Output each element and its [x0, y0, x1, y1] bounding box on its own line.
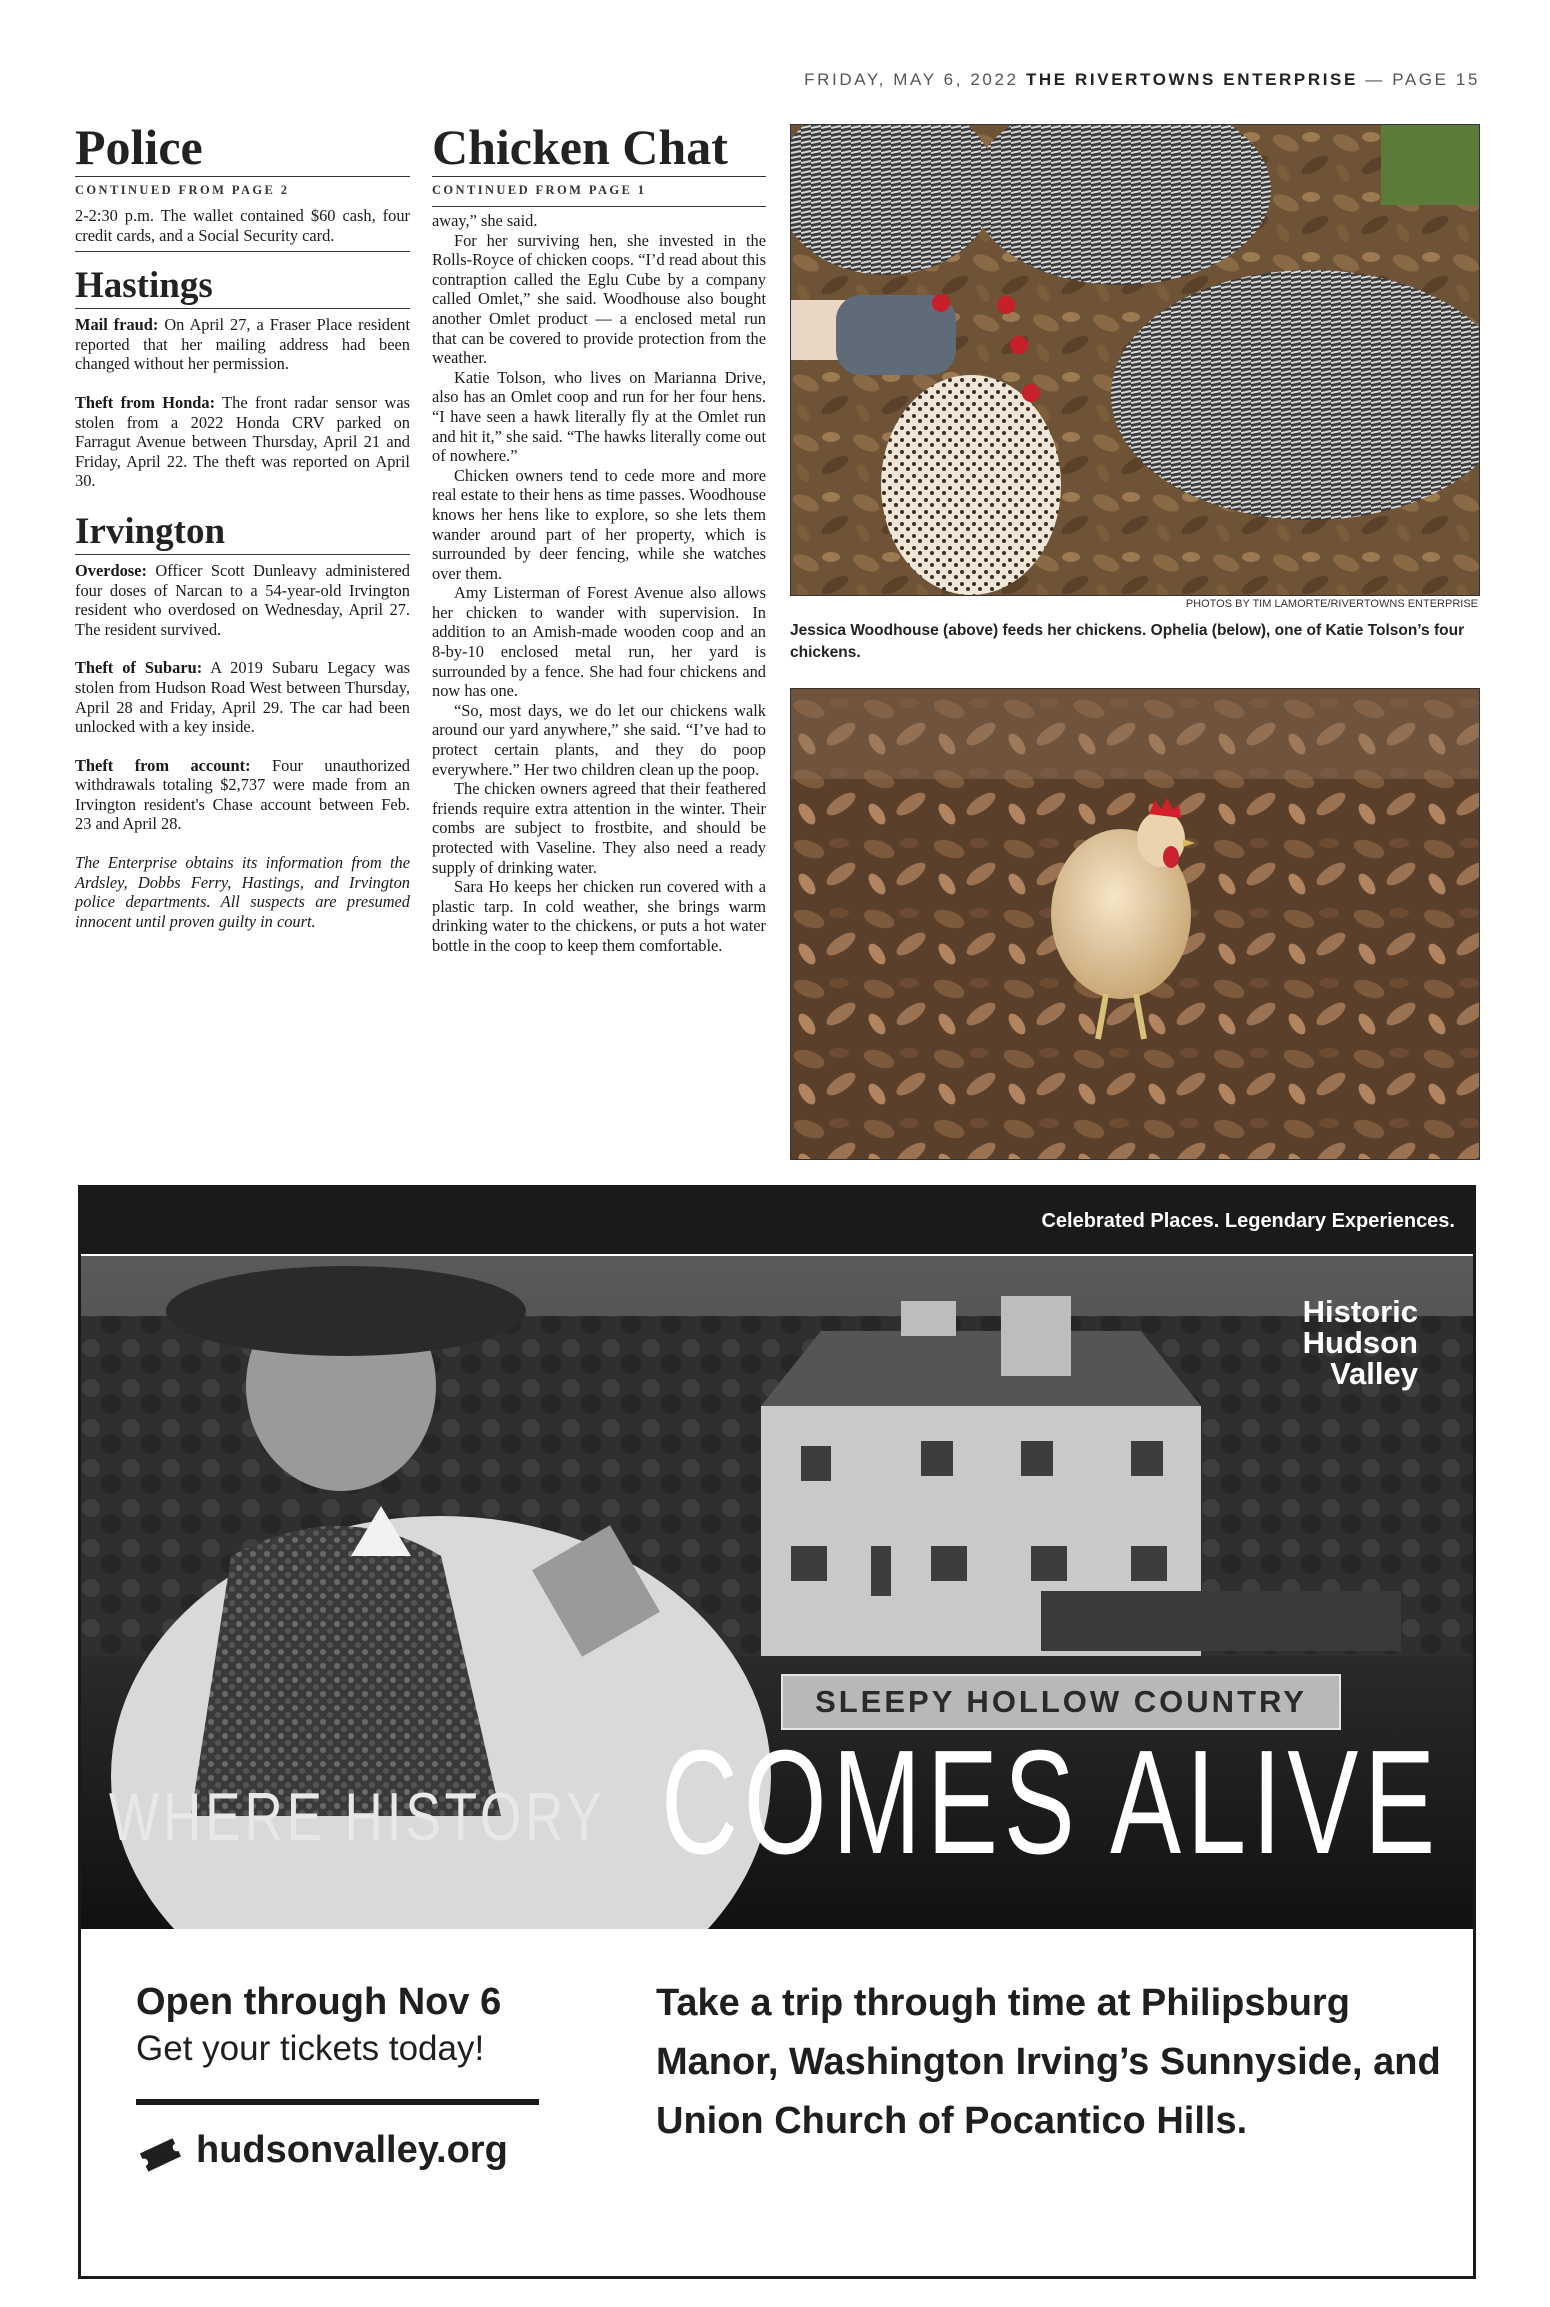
police-item — [75, 315, 410, 374]
police-item — [75, 561, 410, 639]
ad-website-link[interactable]: hudsonvalley.org — [196, 2129, 508, 2171]
ad-info-panel — [81, 1929, 1473, 2279]
chicken-paragraph: Amy Listerman of Forest Avenue also allows her chicken to wander with supervision. In addition to an Amish-made wooden coop and an 8-by-10 enclosed metal run, her yard is surrounded by a fence. She had four chickens and now has one. — [432, 583, 766, 701]
police-continued: CONTINUED FROM PAGE 2 — [75, 183, 290, 197]
ad-divider — [136, 2099, 539, 2105]
chicken-paragraph: away,” she said. — [432, 211, 538, 230]
hudson-valley-ad — [78, 1185, 1476, 2279]
photo-credit: PHOTOS BY TIM LAMORTE/RIVERTOWNS ENTERPRISE — [1185, 598, 1478, 610]
item-label: Theft from account: — [75, 755, 251, 775]
hastings-title: Hastings — [75, 264, 410, 309]
chicken-paragraph: For her surviving hen, she invested in the Rolls-Royce of chicken coops. “I’d read about this contraption called the Eglu Cube by a company called Omlet,” she said. Woodhouse also bought another Omlet product — a enclosed metal run that can be covered to provide protection from the weather. — [432, 230, 766, 368]
ad-tickets[interactable]: Get your tickets today! — [136, 2029, 485, 2068]
page-header — [804, 70, 1480, 90]
photo-hens-feeding-illustration — [791, 125, 1479, 595]
photo-hens-feeding — [790, 124, 1480, 596]
ad-trip-text: Take a trip through time at Philipsburg Manor, Washington Irving’s Sunnyside, and Union Church of Pocantico Hills. — [656, 1982, 1441, 2142]
region-label: SLEEPY HOLLOW COUNTRY — [815, 1684, 1307, 1719]
item-text: On April 27, a Fraser Place resident reported that her mailing address had been changed without her permission. — [75, 315, 410, 374]
photo-caption: Jessica Woodhouse (above) feeds her chickens. Ophelia (below), one of Katie Tolson’s four chickens. — [790, 622, 1465, 661]
chicken-paragraph: “So, most days, we do let our chickens walk around our yard anywhere,” she said. “I’ve had to protect certain plants, and they do poop everywhere.” Her two children clean up the poop. — [432, 700, 766, 779]
ad-brand-line: Hudson — [1302, 1325, 1418, 1360]
ad-brand-logo — [1303, 1296, 1418, 1389]
item-text: Four unauthorized withdrawals totaling $2,737 were made from an Irvington resident's Chase account between Feb. 23 and April 28. — [75, 755, 410, 834]
ad-tagline: Celebrated Places. Legendary Experiences. — [1041, 1210, 1455, 1232]
item-text: The front radar sensor was stolen from a 2022 Honda CRV parked on Farragut Avenue between Thursday, April 21 and Friday, April 22. The theft was reported on April 30. — [75, 392, 410, 491]
police-item — [75, 393, 410, 491]
chicken-paragraph: The chicken owners agreed that their feathered friends require extra attention in the winter. Their combs are subject to frostbite, and should be protected with Vaseline. They also need a ready supply of drinking water. — [432, 779, 766, 877]
irvington-title: Irvington — [75, 510, 410, 555]
ticket-icon — [136, 2135, 184, 2173]
chicken-paragraph: Chicken owners tend to cede more and more real estate to their hens as time passes. Woodhouse knows her hens like to explore, so she lets them wander around part of her property, which is surrounded by deer fencing, while she watches over them. — [432, 465, 766, 583]
header-date: FRIDAY, MAY 6, 2022 — [804, 70, 1019, 89]
police-item — [75, 756, 410, 834]
police-item — [75, 658, 410, 736]
police-disclaimer: The Enterprise obtains its information from the Ardsley, Dobbs Ferry, Hastings, and Irvington police departments. All suspects are presumed innocent until proven guilty in court. — [75, 853, 410, 931]
item-label: Theft from Honda: — [75, 392, 216, 412]
ad-headline-small: WHERE HISTORY — [109, 1779, 606, 1855]
item-text: A 2019 Subaru Legacy was stolen from Hudson Road West between Thursday, April 28 and Friday, April 29. The car had been unlocked with a key inside. — [75, 658, 410, 737]
ad-open-dates: Open through Nov 6 — [136, 1981, 502, 2023]
chicken-paragraph: Katie Tolson, who lives on Marianna Drive, also has an Omlet coop and run for her four hens. “I have seen a hawk literally fly at the Omlet run and hit it,” she said. “The hawks literally come out of nowhere.” — [432, 367, 766, 466]
chicken-column — [432, 118, 766, 956]
item-label: Overdose: — [75, 560, 147, 580]
ad-top-banner — [81, 1188, 1473, 1254]
item-label: Theft of Subaru: — [75, 658, 203, 678]
header-paper: THE RIVERTOWNS ENTERPRISE — [1025, 70, 1358, 89]
item-text: Officer Scott Dunleavy administered four doses of Narcan to a 54-year-old Irvington resident who overdosed on Wednesday, April 27. The resident survived. — [75, 560, 410, 639]
police-intro: 2-2:30 p.m. The wallet contained $60 cash, four credit cards, and a Social Security card. — [75, 206, 410, 252]
item-label: Mail fraud: — [75, 315, 159, 335]
chicken-paragraph: Sara Ho keeps her chicken run covered with a plastic tarp. In cold weather, she brings warm drinking water to the chickens, or puts a hot water bottle in the coop to keep them comfortable. — [432, 877, 766, 955]
header-page: — PAGE 15 — [1365, 70, 1480, 89]
photo-buff-hen-illustration — [791, 689, 1479, 1159]
chicken-continued: CONTINUED FROM PAGE 1 — [432, 183, 647, 197]
chicken-title: Chicken Chat — [432, 118, 766, 177]
police-title: Police — [75, 118, 410, 177]
ad-brand-line: Valley — [1330, 1356, 1418, 1391]
police-column — [75, 118, 410, 931]
ad-brand-line: Historic — [1302, 1294, 1418, 1329]
ad-headline-big: COMES ALIVE — [661, 1720, 1441, 1885]
photo-buff-hen — [790, 688, 1480, 1160]
